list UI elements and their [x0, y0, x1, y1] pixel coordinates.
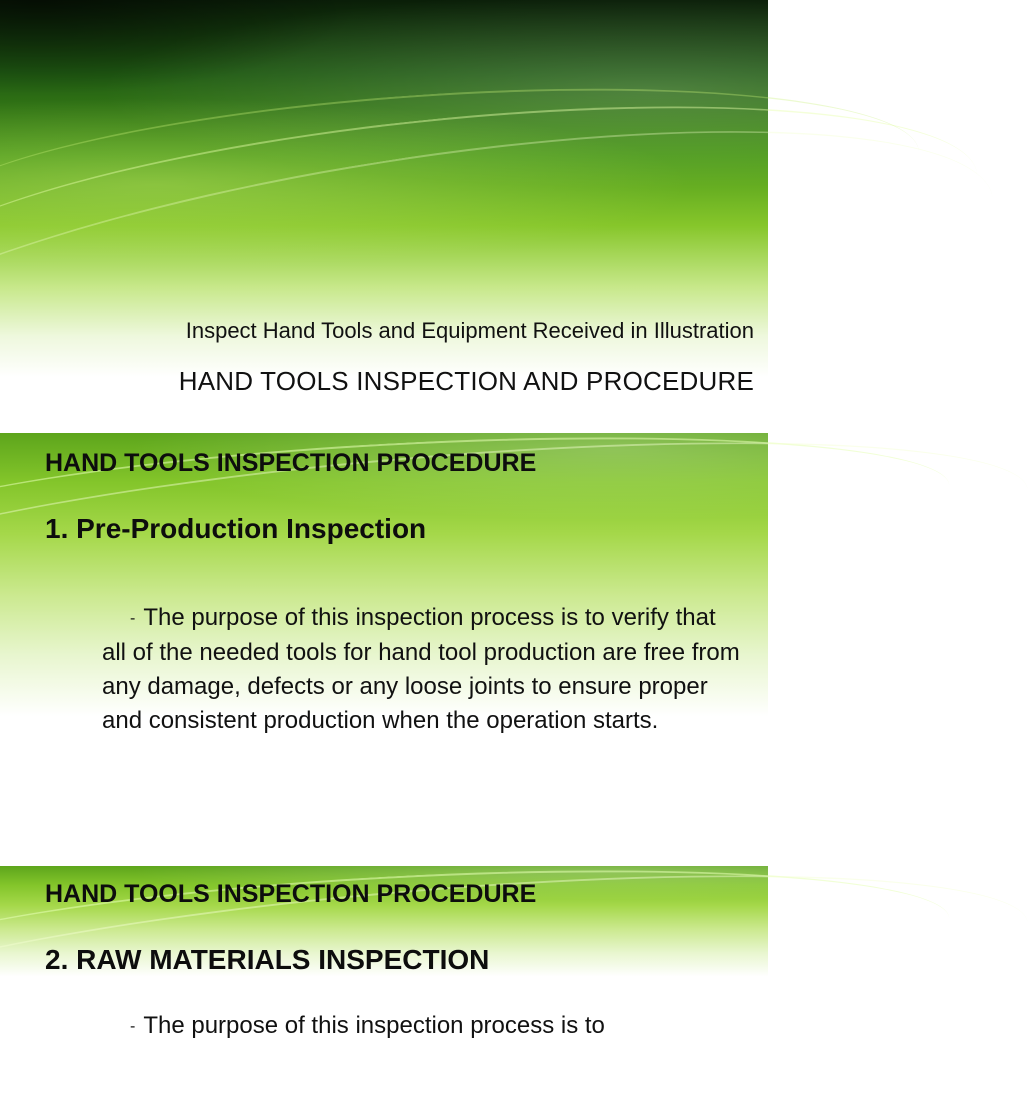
slide-heading: HAND TOOLS INSPECTION PROCEDURE	[45, 449, 537, 477]
body-paragraph	[102, 1009, 742, 1044]
content-slide-pre-production	[0, 433, 768, 838]
content-slide-raw-materials	[0, 866, 768, 1039]
slide-gap	[0, 410, 768, 433]
body-text: The purpose of this inspection process is to verify that all of the needed tools for hand tool production are free from any damage, defects or any loose joints to ensure proper and consistent production when the operation starts.	[102, 604, 740, 734]
background-shade	[0, 0, 768, 150]
bullet-dash: -	[130, 610, 136, 627]
title-slide	[0, 0, 768, 410]
body-paragraph	[102, 601, 742, 738]
section-title: 1. Pre-Production Inspection	[45, 513, 427, 544]
background-swoosh	[0, 837, 1035, 1117]
body-text: The purpose of this inspection process is to	[143, 1012, 605, 1039]
bullet-dash: -	[130, 1018, 136, 1035]
section-title: 2. RAW MATERIALS INSPECTION	[45, 944, 490, 975]
slide-subtitle: Inspect Hand Tools and Equipment Received in Illustration	[185, 318, 754, 343]
slide-heading: HAND TOOLS INSPECTION PROCEDURE	[45, 880, 537, 908]
slide-gap	[0, 838, 768, 866]
slide-title: HAND TOOLS INSPECTION AND PROCEDURE	[178, 366, 754, 396]
